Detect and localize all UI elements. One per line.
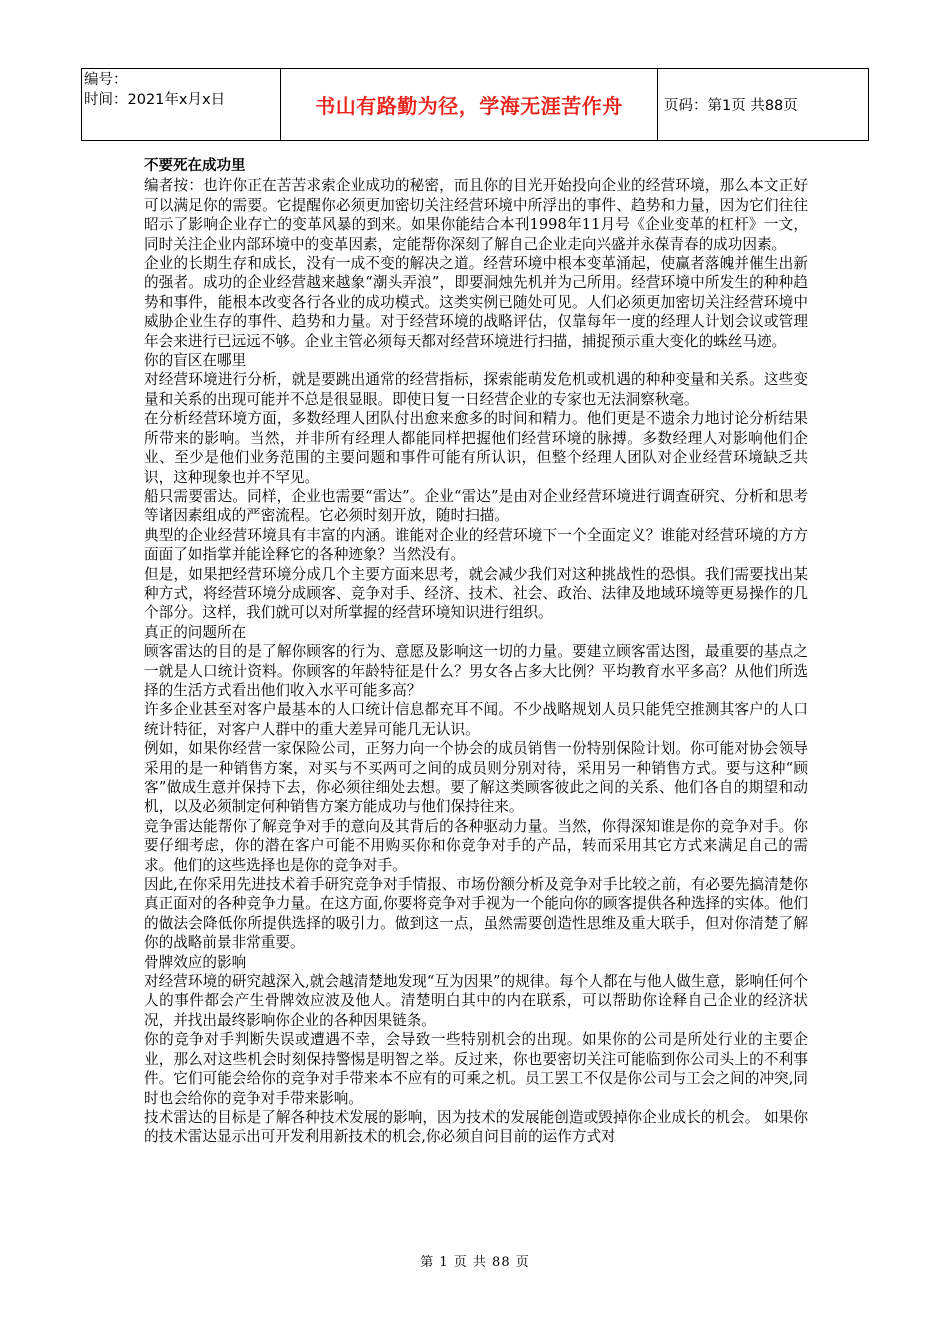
header-page-info: 页码：第1页 共88页 (658, 69, 869, 141)
paragraph: 在分析经营环境方面，多数经理人团队付出愈来愈多的时间和精力。他们更是不遗余力地讨论分析结果所带来的影响。当然，并非所有经理人都能同样把握他们经营环境的脉搏。多数经理人对影响他们企业、至少是他们业务范围的主要问题和事件可能有所认识，但整个经理人团队对企业经营环境缺乏共识，这种现象也并不罕见。 (144, 410, 808, 486)
time-label: 时间：2021年x月x日 (84, 92, 226, 108)
paragraph: 竞争雷达能帮你了解竞争对手的意向及其背后的各种驱动力量。当然，你得深知谁是你的竞争对手。你要仔细考虑，你的潜在客户可能不用购买你和你竞争对手的产品，转而采用其它方式来满足自己的需求。他们的这些选择也是你的竞争对手。 (144, 817, 808, 874)
section-heading: 真正的问题所在 (144, 623, 247, 641)
paragraph: 你的竞争对手判断失误或遭遇不幸，会导致一些特别机会的出现。如果你的公司是所处行业的主要企业，那么对这些机会时刻保持警惕是明智之举。反过来，你也要密切关注可能临到你公司头上的不利事件。它们可能会给你的竞争对手带来本不应有的可乘之机。员工罢工不仅是你公司与工会之间的冲突,同时也会给你的竞争对手带来影响。 (144, 1031, 808, 1107)
header-motto: 书山有路勤为径，学海无涯苦作舟 (281, 69, 658, 141)
page-footer: 第 1 页 共 88 页 (420, 1255, 530, 1270)
paragraph: 因此,在你采用先进技术着手研究竞争对手情报、市场份额分析及竞争对手比较之前，有必要先搞清楚你真正面对的各种竞争力量。在这方面,你要将竞争对手视为一个能向你的顾客提供各种选择的实体。他们的做法会降低你所提供选择的吸引力。做到这一点，虽然需要创造性思维及重大联手，但对你清楚了解你的战略前景非常重要。 (144, 876, 808, 952)
paragraph: 企业的长期生存和成长，没有一成不变的解决之道。经营环境中根本变革涌起，使赢者落魄并催生出新的强者。成功的企业经营越来越象“潮头弄浪”，即要洞烛先机并为己所用。经营环境中所发生的种种趋势和事件，能根本改变各行各业的成功模式。这类实例已随处可见。人们必须更加密切关注经营环境中威胁企业生存的事件、趋势和力量。对于经营环境的战略评估，仅靠每年一度的经理人计划会议或管理年会来进行已远远不够。企业主管必须每天都对经营环境进行扫描，捕捉预示重大变化的蛛丝马迹。 (144, 255, 808, 350)
paragraph: 例如，如果你经营一家保险公司，正努力向一个协会的成员销售一份特别保险计划。你可能对协会领导采用的是一种销售方案，对买与不买两可之间的成员则分别对待，采用另一种销售方式。要与这种“顾客”做成生意并保持下去，你必须往细处去想。要了解这类顾客彼此之间的关系、他们各自的期望和动机，以及必须制定何种销售方案方能成功与他们保持往来。 (144, 740, 808, 816)
paragraph: 船只需要雷达。同样，企业也需要“雷达”。企业“雷达”是由对企业经营环境进行调查研究、分析和思考等诸因素组成的严密流程。它必须时刻开放，随时扫描。 (144, 487, 808, 525)
article-title: 不要死在成功里 (144, 158, 246, 174)
section-heading: 骨牌效应的影响 (144, 953, 247, 971)
paragraph: 顾客雷达的目的是了解你顾客的行为、意愿及影响这一切的力量。要建立顾客雷达图，最重要的基点之一就是人口统计资料。你顾客的年龄特征是什么？男女各占多大比例？平均教育水平多高？从他们所选择的生活方式看出他们收入水平可能多高？ (144, 643, 808, 699)
paragraph: 典型的企业经营环境具有丰富的内涵。谁能对企业的经营环境下一个全面定义？谁能对经营环境的方方面面了如指掌并能诠释它的各种迹象？当然没有。 (144, 526, 808, 564)
number-label: 编号： (84, 72, 128, 88)
paragraph: 编者按：也许你正在苦苦求索企业成功的秘密，而且你的目光开始投向企业的经营环境，那么本文正好可以满足你的需要。它提醒你必须更加密切关注经营环境中所浮出的事件、趋势和力量，因为它们往往昭示了影响企业存亡的变革风暴的到来。如果你能结合本刊1998年11月号《企业变革的杠杆》一文，同时关注企业内部环境中的变革因素，定能帮你深刻了解自己企业走向兴盛并永葆青春的成功因素。 (144, 177, 808, 253)
section-heading: 你的盲区在哪里 (144, 352, 247, 370)
header-meta-cell (82, 69, 281, 141)
document-header (81, 68, 869, 141)
paragraph: 技术雷达的目标是了解各种技术发展的影响，因为技术的发展能创造或毁掉你企业成长的机会。 如果你的技术雷达显示出可开发利用新技术的机会,你必须自问目前的运作方式对 (144, 1108, 808, 1146)
paragraph: 但是，如果把经营环境分成几个主要方面来思考，就会减少我们对这种挑战性的恐惧。我们需要找出某种方式，将经营环境分成顾客、竞争对手、经济、技术、社会、政治、法律及地域环境等更易操作的几个部分。这样，我们就可以对所掌握的经营环境知识进行组织。 (144, 565, 808, 622)
paragraph: 对经营环境进行分析，就是要跳出通常的经营指标，探索能萌发危机或机遇的种种变量和关系。这些变量和关系的出现可能并不总是很显眼。即使日复一日经营企业的专家也无法洞察秋毫。 (144, 371, 808, 408)
paragraph: 对经营环境的研究越深入,就会越清楚地发现“互为因果”的规律。每个人都在与他人做生意，影响任何个人的事件都会产生骨牌效应波及他人。清楚明白其中的内在联系，可以帮助你诠释自己企业的经济状况，并找出最终影响你企业的各种因果链条。 (144, 973, 808, 1029)
article-body (144, 157, 808, 1147)
paragraph: 许多企业甚至对客户最基本的人口统计信息都充耳不闻。不少战略规划人员只能凭空推测其客户的人口统计特征，对客户人群中的重大差异可能几无认识。 (144, 701, 808, 738)
